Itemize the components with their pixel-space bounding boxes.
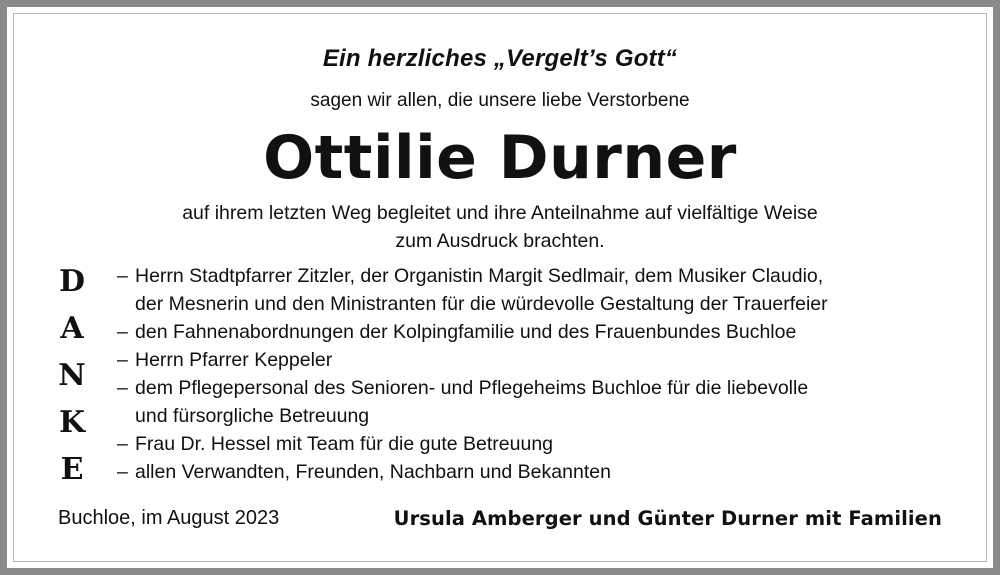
body-text-line-2: zum Ausdruck brachten. (395, 230, 605, 252)
body-text-line-1: auf ihrem letzten Weg begleitet und ihre Anteilnahme auf vielfältige Weise (182, 202, 818, 224)
list-item-text: Herrn Stadtpfarrer Zitzler, der Organistin Margit Sedlmair, dem Musiker Claudio, (135, 265, 824, 287)
list-item (117, 346, 828, 374)
danke-vertical (50, 258, 94, 493)
place-date: Buchloe, im August 2023 (58, 507, 280, 529)
dash: – (117, 433, 128, 455)
dash: – (117, 377, 128, 399)
headline: Ein herzliches „Vergelt’s Gott“ (322, 45, 678, 72)
list-item (117, 458, 828, 486)
danke-letter: A (60, 311, 84, 346)
list-item (117, 430, 828, 458)
danke-letter: K (58, 405, 86, 440)
dash: – (117, 461, 128, 483)
signature: Ursula Amberger und Günter Durner mit Familien (393, 507, 942, 530)
list-item-text: allen Verwandten, Freunden, Nachbarn und Bekannten (135, 461, 611, 483)
list-item-text: dem Pflegepersonal des Senioren- und Pflegeheims Buchloe für die liebevolle (135, 377, 809, 399)
dash: – (117, 349, 128, 371)
list-item-text: Frau Dr. Hessel mit Team für die gute Betreuung (135, 433, 554, 455)
list-item-text: den Fahnenabordnungen der Kolpingfamilie und des Frauenbundes Buchloe (135, 321, 797, 343)
dash: – (117, 265, 128, 287)
list-item (117, 262, 828, 290)
list-item-continuation: und fürsorgliche Betreuung (135, 405, 370, 427)
danke-letter: E (60, 452, 84, 487)
deceased-name: Ottilie Durner (263, 123, 737, 193)
danke-letter: N (58, 358, 86, 393)
dash: – (117, 321, 128, 343)
danke-letter: D (58, 264, 85, 299)
list-item-continuation: der Mesnerin und den Ministranten für die würdevolle Gestaltung der Trauerfeier (135, 293, 828, 315)
intro-text: sagen wir allen, die unsere liebe Verstorbene (310, 90, 690, 111)
list-item-text: Herrn Pfarrer Keppeler (135, 349, 333, 371)
thanks-list (117, 262, 828, 486)
list-item (117, 318, 828, 346)
list-item (117, 374, 828, 402)
